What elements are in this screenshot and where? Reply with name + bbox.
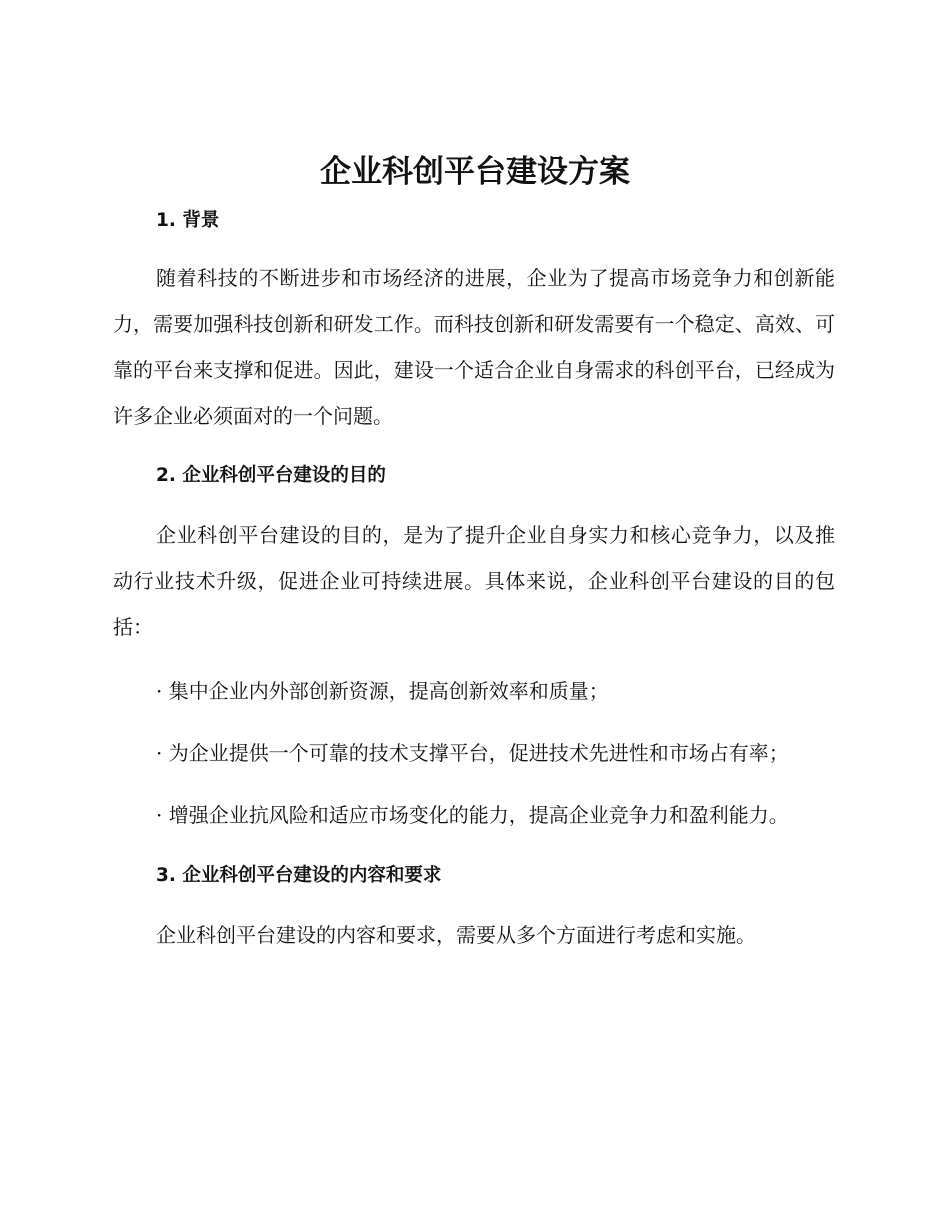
bullet-item: · 增强企业抗风险和适应市场变化的能力，提高企业竞争力和盈利能力。 — [156, 803, 789, 827]
document-title: 企业科创平台建设方案 — [320, 154, 630, 190]
section-heading-content-requirements: 3. 企业科创平台建设的内容和要求 — [156, 865, 442, 886]
section-paragraph-purpose: 企业科创平台建设的目的，是为了提升企业自身实力和核心竞争力，以及推动行业技术升级，促进企业可持续进展。具体来说，企业科创平台建设的目的包括： — [113, 523, 835, 639]
bullet-item: · 集中企业内外部创新资源，提高创新效率和质量； — [156, 679, 609, 703]
section-heading-purpose: 2. 企业科创平台建设的目的 — [156, 465, 386, 486]
section-paragraph-background: 随着科技的不断进步和市场经济的进展，企业为了提高市场竞争力和创新能力，需要加强科技创新和研发工作。而科技创新和研发需要有一个稳定、高效、可靠的平台来支撑和促进。因此，建设一个适合企业自身需求的科创平台，已经成为许多企业必须面对的一个问题。 — [113, 266, 835, 428]
section-paragraph-content-requirements: 企业科创平台建设的内容和要求，需要从多个方面进行考虑和实施。 — [156, 923, 756, 947]
section-heading-background: 1. 背景 — [156, 210, 220, 231]
document-body — [113, 200, 835, 958]
bullet-item: · 为企业提供一个可靠的技术支撑平台，促进技术先进性和市场占有率； — [156, 741, 789, 765]
